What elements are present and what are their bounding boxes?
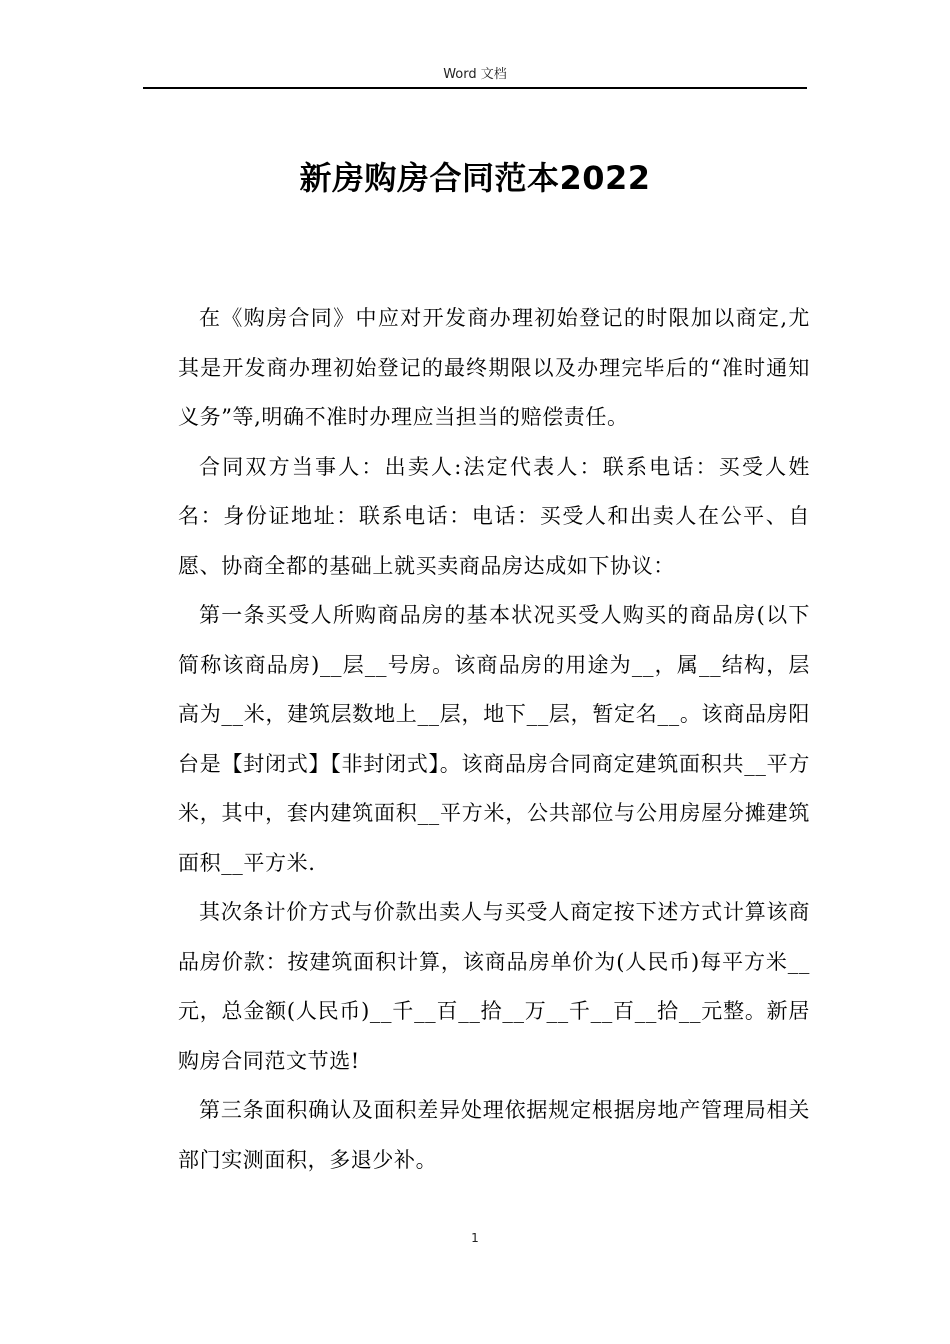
header-divider xyxy=(143,87,807,89)
document-title: 新房购房合同范本2022 xyxy=(299,159,651,197)
page-number: 1 xyxy=(471,1231,479,1245)
paragraph-4: 其次条计价方式与价款出卖人与买受人商定按下述方式计算该商品房价款：按建筑面积计算，该商品房单价为(人民币)每平方米__元，总金额(人民币)__千__百__拾__万__千__百__拾__元整。新居购房合同范文节选! xyxy=(178,900,810,1073)
paragraph-3: 第一条买受人所购商品房的基本状况买受人购买的商品房(以下简称该商品房)__层__号房。该商品房的用途为__，属__结构，层高为__米，建筑层数地上__层，地下__层，暂定名__。该商品房阳台是【封闭式】【非封闭式】。该商品房合同商定建筑面积共__平方米，其中，套内建筑面积__平方米，公共部位与公用房屋分摊建筑面积__平方米. xyxy=(178,603,810,875)
document-body xyxy=(178,294,810,1185)
paragraph-2: 合同双方当事人：出卖人:法定代表人：联系电话：买受人姓名：身份证地址：联系电话：电话：买受人和出卖人在公平、自愿、协商全都的基础上就买卖商品房达成如下协议： xyxy=(178,454,810,578)
page-header: Word 文档 xyxy=(443,67,507,82)
paragraph-1: 在《购房合同》中应对开发商办理初始登记的时限加以商定,尤其是开发商办理初始登记的最终期限以及办理完毕后的“准时通知义务”等,明确不准时办理应当担当的赔偿责任。 xyxy=(178,306,810,429)
paragraph-5: 第三条面积确认及面积差异处理依据规定根据房地产管理局相关部门实测面积，多退少补。 xyxy=(178,1098,810,1172)
